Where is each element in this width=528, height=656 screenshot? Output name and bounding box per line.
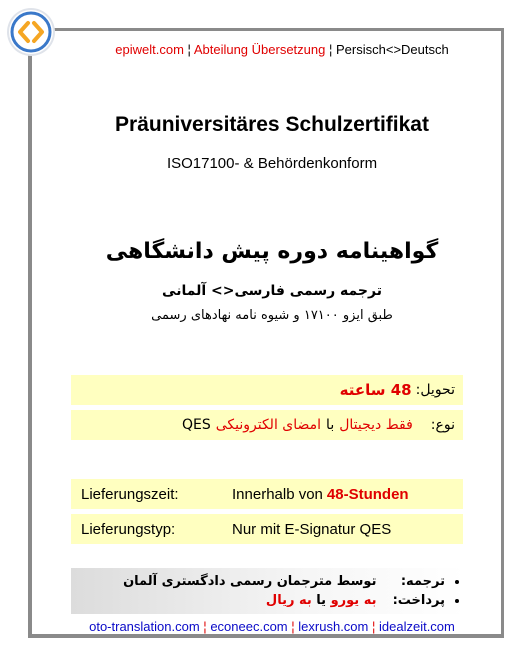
payment-rial: به ریال <box>265 593 312 608</box>
persian-type-value-qes: QES <box>181 417 211 433</box>
payment-label: پرداخت: <box>392 593 445 608</box>
info-list-box <box>71 568 465 614</box>
persian-type-value-digital: فقط دیجیتال <box>339 417 413 433</box>
footer-separator: ¦ <box>203 619 207 634</box>
persian-type-box <box>71 410 463 440</box>
footer-separator: ¦ <box>371 619 376 634</box>
footer-links <box>40 619 504 634</box>
german-type-box <box>71 514 463 544</box>
german-delivery-prefix: Innerhalb von <box>232 485 323 503</box>
german-delivery-label: Lieferungszeit: <box>81 485 179 503</box>
header-department: Abteilung Übersetzung <box>193 42 326 57</box>
translation-value: توسط مترجمان رسمی دادگستری آلمان <box>123 574 377 589</box>
code-brackets-icon <box>9 10 53 54</box>
list-item <box>71 591 445 610</box>
german-delivery-box <box>71 479 463 509</box>
persian-type-value-esign: امضای الکترونیکی <box>215 417 322 433</box>
german-title: Präuniversitäres Schulzertifikat <box>115 113 429 136</box>
footer-link[interactable]: idealzeit.com <box>379 619 455 634</box>
german-subtitle: ISO17100- & Behördenkonform <box>166 155 378 172</box>
translation-label: ترجمه: <box>400 574 445 589</box>
persian-standard: طبق ایزو ۱۷۱۰۰ و شیوه نامه نهادهای رسمی <box>151 308 393 323</box>
german-delivery-highlight: 48-Stunden <box>326 485 409 503</box>
german-type-value: Nur mit E-Signatur QES <box>232 520 392 538</box>
header-languages: Persisch<>Deutsch <box>336 42 449 57</box>
payment-or: یا <box>316 593 327 608</box>
logo <box>9 10 53 54</box>
footer-separator: ¦ <box>291 619 295 634</box>
persian-delivery-box <box>71 375 463 405</box>
persian-type-value-with: با <box>326 417 335 433</box>
footer-link[interactable]: lexrush.com <box>298 619 369 634</box>
footer-link[interactable]: econeec.com <box>210 619 288 634</box>
persian-delivery-label: تحویل: <box>415 382 455 398</box>
persian-subtitle: ترجمه رسمی فارسی<> آلمانی <box>162 283 382 299</box>
persian-title: گواهینامه دوره پیش دانشگاهی <box>105 239 439 264</box>
footer-link[interactable]: oto-translation.com <box>89 619 200 634</box>
persian-delivery-value: 48 ساعته <box>339 381 412 399</box>
payment-euro: به یورو <box>330 593 377 608</box>
list-item <box>71 572 445 591</box>
header-separator: ¦ <box>328 42 333 57</box>
persian-type-label: نوع: <box>430 417 455 433</box>
header-site-link[interactable]: epiwelt.com <box>115 42 184 57</box>
header-line <box>60 42 504 57</box>
header-separator: ¦ <box>187 42 191 57</box>
german-type-label: Lieferungstyp: <box>81 520 176 538</box>
